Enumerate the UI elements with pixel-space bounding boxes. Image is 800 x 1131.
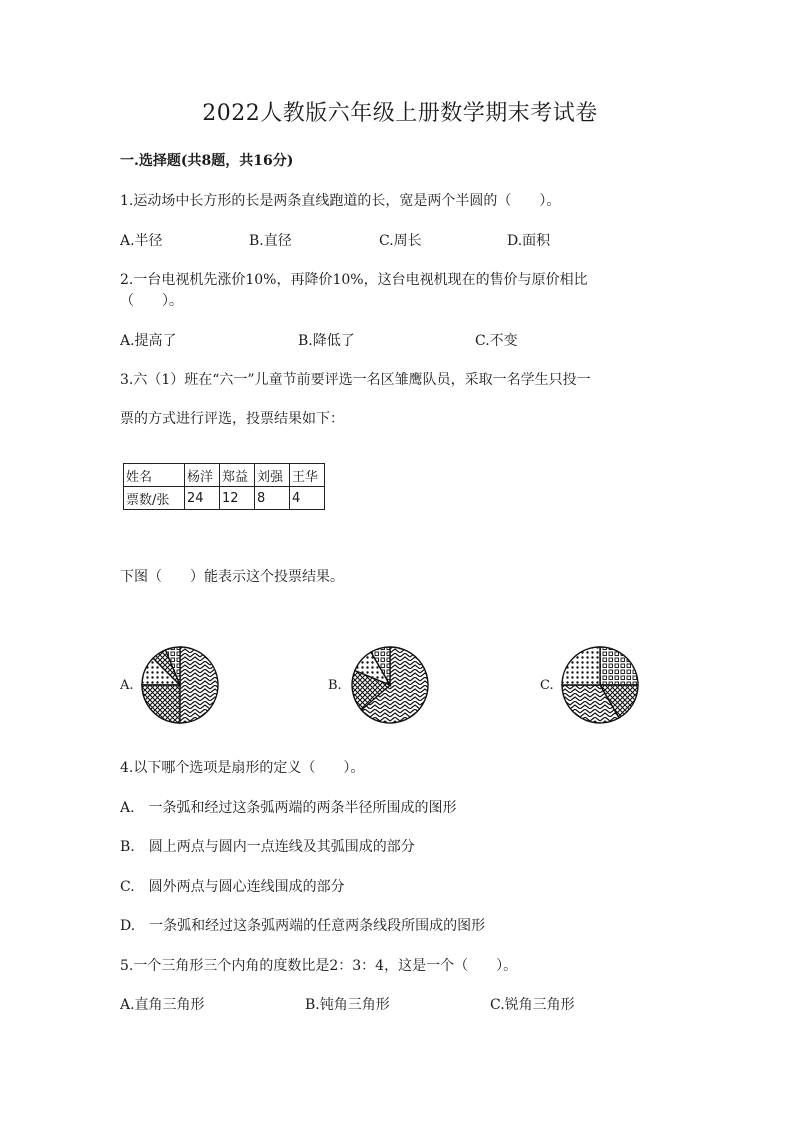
q5-option-b: B.钝角三角形 — [305, 997, 390, 1013]
question-3-line1: 3.六（1）班在“六一”儿童节前要评选一名区雏鹰队员，采取一名学生只投一 — [120, 372, 591, 388]
table-cell: 刘强 — [255, 464, 290, 487]
table-cell: 24 — [185, 487, 220, 510]
page-title: 2022人教版六年级上册数学期末考试卷 — [202, 101, 598, 126]
question-2-line2: （ ）。 — [120, 293, 183, 309]
q4-option-c: C. 圆外两点与圆心连线围成的部分 — [120, 879, 345, 895]
q2-option-a: A.提高了 — [120, 333, 177, 349]
pie-label-c: C. — [540, 678, 554, 693]
q2-option-b: B.降低了 — [298, 333, 355, 349]
question-3-line2: 票的方式进行评选，投票结果如下： — [120, 411, 344, 427]
question-3-prompt: 下图（ ）能表示这个投票结果。 — [120, 569, 344, 585]
q4-option-d: D. 一条弧和经过这条弧两端的任意两条线段所围成的图形 — [120, 918, 486, 934]
pie-label-a: A. — [120, 678, 134, 693]
pie-a-slice — [142, 685, 180, 723]
table-cell: 姓名 — [124, 464, 185, 487]
pie-chart-c — [560, 645, 640, 725]
q5-option-c: C.锐角三角形 — [490, 997, 575, 1013]
q1-option-d: D.面积 — [507, 233, 551, 249]
table-cell: 票数/张 — [124, 487, 185, 510]
pie-c-slice — [562, 647, 600, 685]
table-cell: 郑益 — [220, 464, 255, 487]
table-cell: 4 — [290, 487, 325, 510]
table-cell: 王华 — [290, 464, 325, 487]
table-row — [124, 487, 325, 510]
table-cell: 杨洋 — [185, 464, 220, 487]
pie-c-slice — [600, 647, 638, 685]
q5-option-a: A.直角三角形 — [120, 997, 205, 1013]
q2-option-c: C.不变 — [475, 333, 518, 349]
question-4: 4.以下哪个选项是扇形的定义（ ）。 — [120, 760, 365, 776]
q1-option-c: C.周长 — [379, 233, 422, 249]
vote-table — [123, 463, 325, 510]
table-cell: 8 — [255, 487, 290, 510]
pie-label-b: B. — [328, 678, 342, 693]
question-1: 1.运动场中长方形的长是两条直线跑道的长，宽是两个半圆的（ ）。 — [120, 193, 561, 209]
q1-option-a: A.半径 — [120, 233, 163, 249]
q4-option-b: B. 圆上两点与圆内一点连线及其弧围成的部分 — [120, 839, 415, 855]
table-cell: 12 — [220, 487, 255, 510]
question-5: 5.一个三角形三个内角的度数比是2：3：4，这是一个（ ）。 — [120, 958, 518, 974]
pie-chart-a — [140, 645, 220, 725]
question-2-line1: 2.一台电视机先涨价10%，再降价10%，这台电视机现在的售价与原价相比 — [120, 272, 588, 288]
section-heading: 一.选择题(共8题，共16分) — [120, 153, 294, 169]
table-row — [124, 464, 325, 487]
q1-option-b: B.直径 — [249, 233, 292, 249]
q4-option-a: A. 一条弧和经过这条弧两端的两条半径所围成的图形 — [120, 800, 457, 816]
pie-chart-b — [350, 645, 430, 725]
